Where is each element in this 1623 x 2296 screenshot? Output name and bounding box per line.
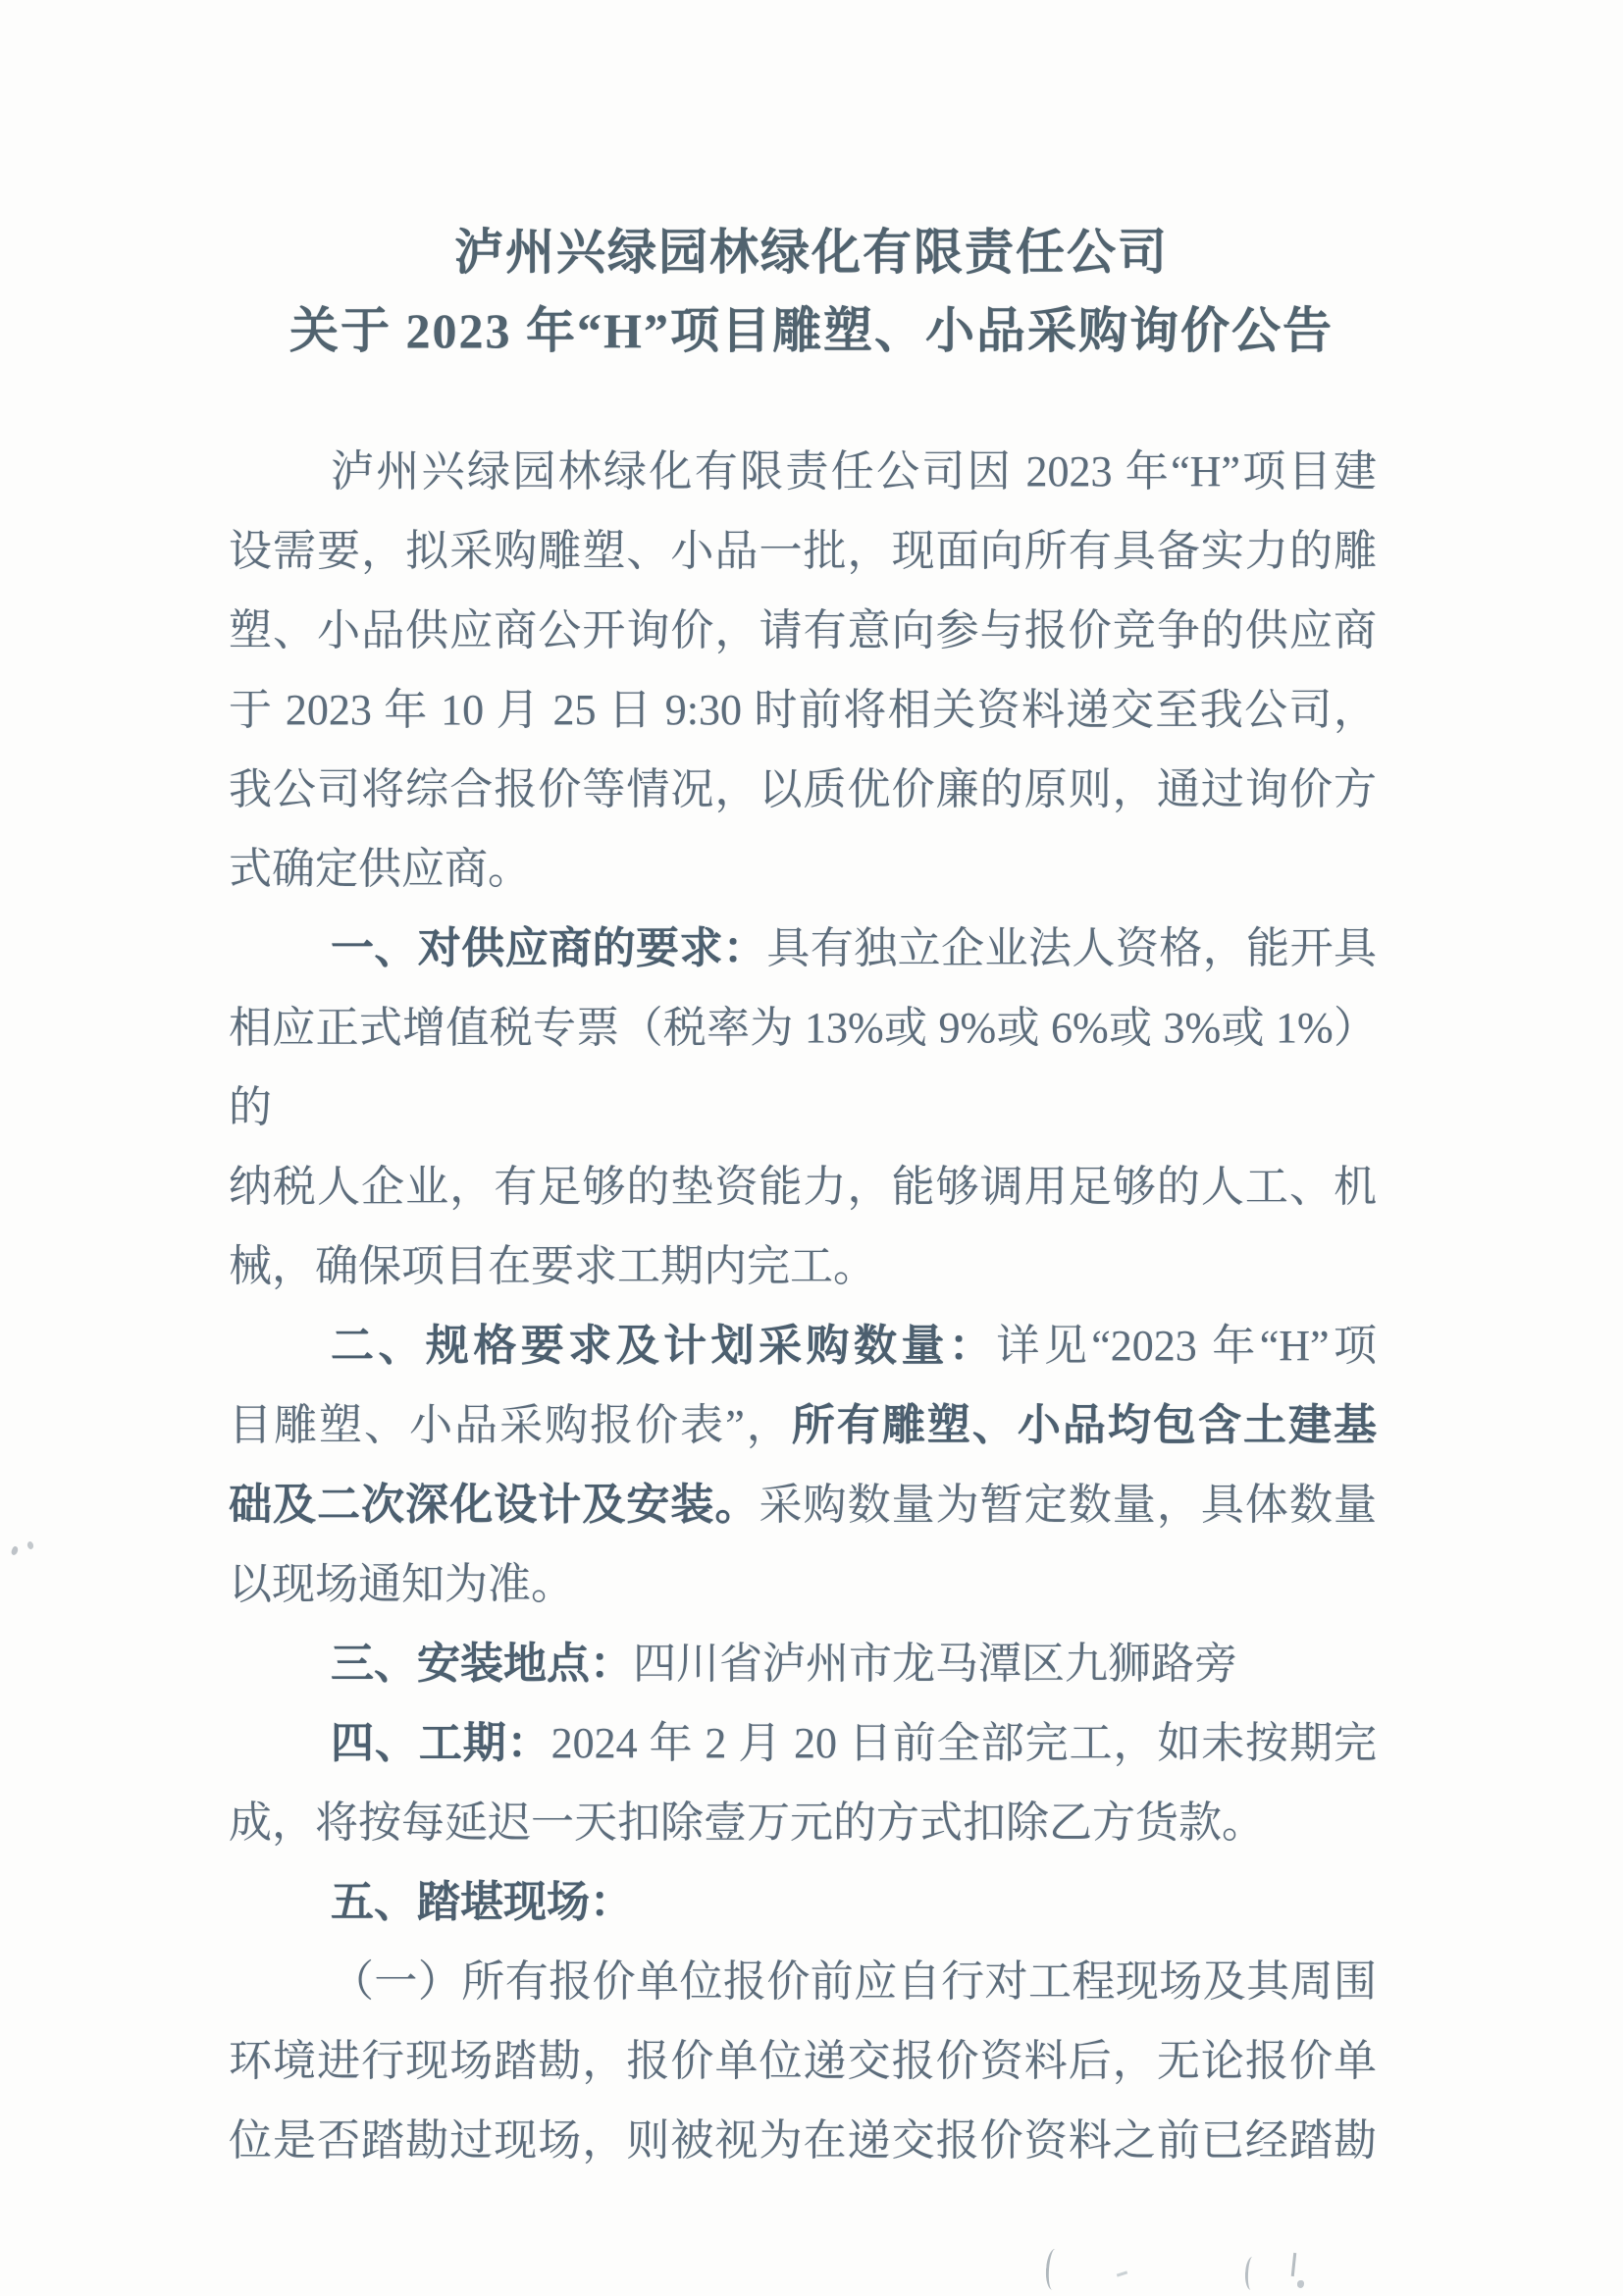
heading-segment: 三、安装地点： [331,1640,633,1688]
text-line [229,1385,1377,1465]
text-line [229,829,1377,909]
body-segment: 械，确保项目在要求工期内完工。 [229,1242,876,1290]
text-line [229,1703,1377,1783]
text-line [229,909,1377,988]
heading-segment: 四、工期： [331,1719,551,1767]
body-segment: 于 2023 年 10 月 25 日 9:30 时前将相关资料递交至我公司， [229,686,1377,734]
body-segment: 相应正式增值税专票（税率为 13%或 9%或 6%或 3%或 1%）的 [229,1004,1377,1131]
body-segment: 具有独立企业法人资格，能开具 [766,924,1378,972]
text-line [229,670,1377,750]
body-segment: 纳税人企业，有足够的垫资能力，能够调用足够的人工、机 [229,1163,1377,1211]
scan-stroke-artifact [1045,2248,1067,2290]
text-line [229,511,1377,591]
text-line [229,1624,1377,1703]
text-line [229,750,1377,829]
text-line [229,2101,1377,2180]
body-segment: 我公司将综合报价等情况，以质优价廉的原则，通过询价方 [229,765,1377,813]
text-line [229,591,1377,670]
text-line [229,432,1377,511]
document-subtitle: 关于 2023 年“H”项目雕塑、小品采购询价公告 [289,303,1334,358]
body-segment: 设需要，拟采购雕塑、小品一批，现面向所有具备实力的雕 [229,527,1377,575]
scan-stroke-artifact [1244,2257,1262,2291]
scan-speck-artifact [1297,2280,1304,2288]
document-title: 泸州兴绿园林绿化有限责任公司 [454,225,1169,280]
text-line [229,1942,1377,2021]
scan-speck-artifact [10,1545,19,1556]
scan-stroke-artifact [1291,2253,1296,2276]
heading-segment: 所有雕塑、小品均包含土建基 [791,1401,1378,1449]
body-segment: 塑、小品供应商公开询价，请有意向参与报价竞争的供应商 [229,606,1377,654]
body-segment: 式确定供应商。 [229,845,531,893]
text-line [229,1306,1377,1385]
text-line [229,1147,1377,1226]
body-segment: 成，将按每延迟一天扣除壹万元的方式扣除乙方货款。 [229,1799,1265,1847]
body-segment: 2024 年 2 月 20 日前全部完工，如未按期完 [550,1719,1378,1767]
scan-speck-artifact [26,1540,34,1549]
body-segment: 详见“2023 年“H”项 [996,1322,1377,1370]
heading-segment: 础及二次深化设计及安装。 [229,1481,759,1529]
body-segment: 目雕塑、小品采购报价表”， [229,1401,792,1449]
body-segment: （一）所有报价单位报价前应自行对工程现场及其周围 [331,1957,1377,2006]
document-body [229,432,1377,2180]
document-title-block [0,213,1623,370]
body-segment: 位是否踏勘过现场，则被视为在递交报价资料之前已经踏勘 [229,2116,1377,2165]
text-line [229,988,1377,1147]
body-segment: 环境进行现场踏勘，报价单位递交报价资料后，无论报价单 [229,2037,1377,2085]
text-line [229,1226,1377,1306]
heading-segment: 五、踏堪现场： [331,1878,633,1926]
body-segment: 四川省泸州市龙马潭区九狮路旁 [633,1640,1237,1688]
heading-segment: 二、规格要求及计划采购数量： [331,1322,997,1370]
heading-segment: 一、对供应商的要求： [331,924,767,972]
text-line [229,1783,1377,1862]
scan-stroke-artifact [1117,2270,1127,2276]
text-line [229,1862,1377,1942]
text-line [229,2021,1377,2101]
body-segment: 泸州兴绿园林绿化有限责任公司因 2023 年“H”项目建 [331,447,1377,496]
text-line [229,1465,1377,1544]
body-segment: 以现场通知为准。 [229,1560,574,1608]
body-segment: 采购数量为暂定数量，具体数量 [759,1481,1378,1529]
text-line [229,1544,1377,1624]
